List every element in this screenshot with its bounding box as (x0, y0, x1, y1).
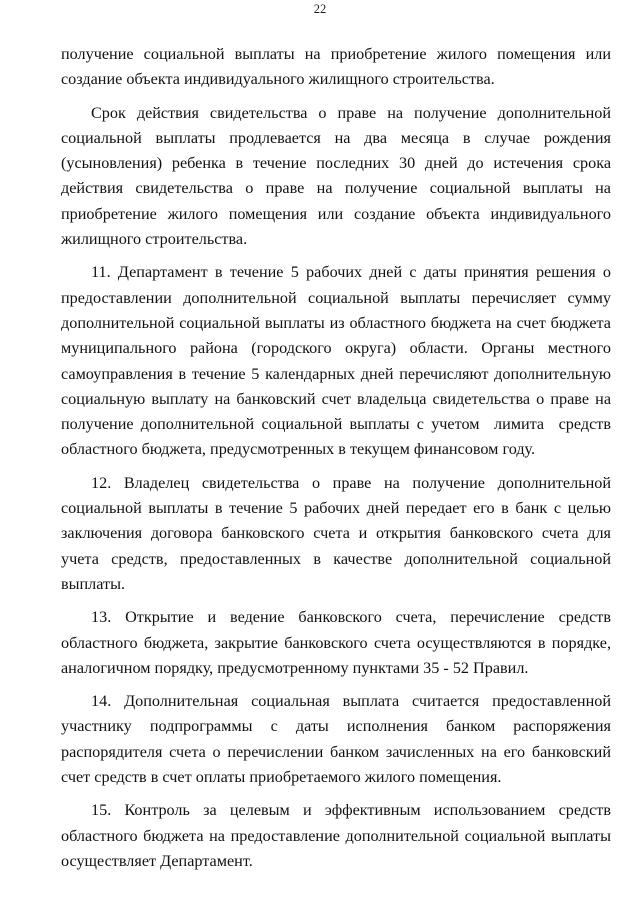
paragraph-continuation: получение социальной выплаты на приобретение жилого помещения или создание объекта индивидуального жилищного строительства. (61, 45, 616, 89)
paragraph-14: 14. Дополнительная социальная выплата считается предоставленной участнику подпрограммы с даты исполнения банком распоряжения распорядителя счета о перечислении банком зачисленных на его банковский счет средств в счет оплаты приобретаемого жилого помещения. (61, 692, 616, 787)
document-body (61, 42, 616, 874)
paragraph-certificate-validity: Срок действия свидетельства о праве на получение дополнительной социальной выплаты продлевается на два месяца в случае рождения (усыновления) ребенка в течение последних 30 дней до истечения срока действия свидетельства о праве на получение социальной выплаты на приобретение жилого помещения или создание объекта индивидуального жилищного строительства. (61, 103, 616, 249)
page-number: 22 (313, 2, 327, 16)
paragraph-13: 13. Открытие и ведение банковского счета, перечисление средств областного бюджета, закрытие банковского счета осуществляются в порядке, аналогичном порядку, предусмотренному пунктами 35 - 52 Правил. (61, 608, 616, 677)
paragraph-15: 15. Контроль за целевым и эффективным использованием средств областного бюджета на предоставление дополнительной социальной выплаты осуществляет Департамент. (61, 801, 616, 870)
paragraph-12: 12. Владелец свидетельства о праве на получение дополнительной социальной выплаты в течение 5 рабочих дней передает его в банк с целью заключения договора банковского счета и открытия банковского счета для учета средств, предоставленных в качестве дополнительной социальной выплаты. (61, 473, 616, 593)
paragraph-11: 11. Департамент в течение 5 рабочих дней с даты принятия решения о предоставлении дополнительной социальной выплаты перечисляет сумму дополнительной социальной выплаты из областного бюджета на счет бюджета муниципального района (городского округа) области. Органы местного самоуправления в течение 5 календарных дней перечисляют дополнительную социальную выплату на банковский счет владельца свидетельства о праве на получение дополнительной социальной выплаты с учетом лимита средств областного бюджета, предусмотренных в текущем финансовом году. (61, 263, 616, 459)
